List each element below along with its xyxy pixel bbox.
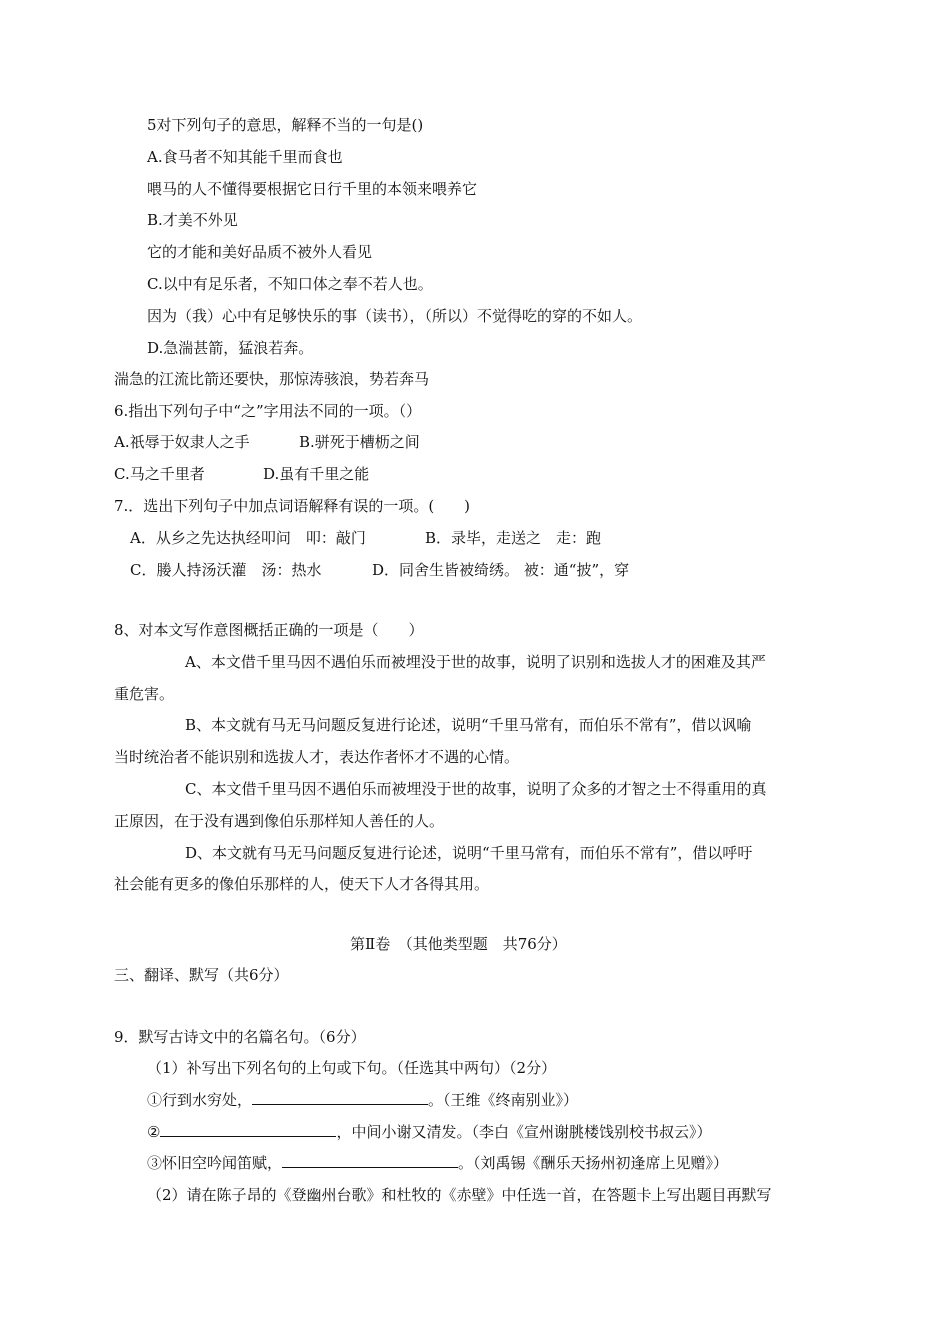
- q5-stem: 5对下列句子的意思，解释不当的一句是(): [147, 116, 424, 134]
- q6-option-a: A.祇辱于奴隶人之手: [114, 433, 250, 451]
- q6-option-c: C.马之千里者: [114, 465, 205, 483]
- q8-option-b-line2: 当时统治者不能识别和选拔人才，表达作者怀才不遇的心情。: [114, 748, 520, 766]
- q7-stem: 7.．选出下列句子中加点词语解释有误的一项。( ): [114, 497, 471, 515]
- q5-option-b-explanation: 它的才能和美好品质不被外人看见: [147, 243, 373, 261]
- q9-sub1: （1）补写出下列名句的上句或下句。（任选其中两句）（2分）: [147, 1059, 557, 1077]
- q5-option-d-explanation: 湍急的江流比箭还要快，那惊涛骇浪，势若奔马: [114, 370, 430, 388]
- q9-item1-suffix: 。（王维《终南别业》）: [428, 1091, 579, 1109]
- q9-item3: [147, 1153, 728, 1173]
- q8-option-b-line1: B、本文就有马无马问题反复进行论述，说明“千里马常有，而伯乐不常有”，借以讽喻: [185, 716, 752, 734]
- q5-option-a: A.食马者不知其能千里而食也: [147, 148, 343, 166]
- q9-item3-prefix: ③怀旧空吟闻笛赋，: [147, 1154, 283, 1172]
- q9-item1-answer-blank[interactable]: [252, 1090, 428, 1105]
- q5-option-b: B.才美不外见: [147, 211, 238, 229]
- q7-option-a: A．从乡之先达执经叩问 叩：敲门: [130, 529, 366, 547]
- q6-stem: 6.指出下列句子中“之”字用法不同的一项。（）: [114, 402, 422, 420]
- q9-stem: 9．默写古诗文中的名篇名句。（6分）: [114, 1028, 366, 1046]
- q7-option-c: C．媵人持汤沃灌 汤：热水: [130, 561, 322, 579]
- q8-option-c-line1: C、本文借千里马因不遇伯乐而被埋没于世的故事，说明了众多的才智之士不得重用的真: [185, 780, 767, 798]
- q7-option-b: B．录毕，走送之 走：跑: [425, 529, 602, 547]
- q8-option-a-line2: 重危害。: [114, 685, 175, 703]
- q9-item1: [147, 1090, 578, 1110]
- q9-item2: [147, 1122, 711, 1142]
- section3-heading: 三、翻译、默写（共6分）: [114, 966, 289, 984]
- q9-item1-prefix: ①行到水穷处，: [147, 1091, 253, 1109]
- q6-option-d: D.虽有千里之能: [263, 465, 370, 483]
- q5-option-d: D.急湍甚箭，猛浪若奔。: [147, 339, 314, 357]
- q8-option-c-line2: 正原因，在于没有遇到像伯乐那样知人善任的人。: [114, 812, 445, 830]
- q9-item2-prefix: ②: [147, 1123, 161, 1141]
- part2-title: 第Ⅱ卷 （其他类型题 共76分）: [350, 935, 567, 953]
- q8-option-a-line1: A、本文借千里马因不遇伯乐而被埋没于世的故事，说明了识别和选拔人才的困难及其严: [185, 653, 766, 671]
- q9-item2-suffix: ，中间小谢又清发。（李白《宣州谢朓楼饯别校书叔云》）: [336, 1123, 712, 1141]
- q5-option-c: C.以中有足乐者，不知口体之奉不若人也。: [147, 275, 433, 293]
- q5-option-a-explanation: 喂马的人不懂得要根据它日行千里的本领来喂养它: [147, 180, 478, 198]
- q8-option-d-line1: D、本文就有马无马问题反复进行论述，说明“千里马常有，而伯乐不常有”，借以呼吁: [185, 844, 753, 862]
- q9-sub2: （2）请在陈子昂的《登幽州台歌》和杜牧的《赤壁》中任选一首，在答题卡上写出题目再默写: [147, 1186, 772, 1204]
- q9-item3-answer-blank[interactable]: [282, 1153, 458, 1168]
- q9-item2-answer-blank[interactable]: [160, 1122, 336, 1137]
- q8-stem: 8、对本文写作意图概括正确的一项是（ ）: [114, 621, 424, 639]
- q9-item3-suffix: 。（刘禹锡《酬乐天扬州初逢席上见赠》）: [458, 1154, 729, 1172]
- q5-option-c-explanation: 因为（我）心中有足够快乐的事（读书），（所以）不觉得吃的穿的不如人。: [147, 307, 643, 325]
- q6-option-b: B.骈死于槽枥之间: [299, 433, 420, 451]
- q8-option-d-line2: 社会能有更多的像伯乐那样的人，使天下人才各得其用。: [114, 875, 490, 893]
- q7-option-d: D．同舍生皆被绮绣。 被：通“披”，穿: [372, 561, 630, 579]
